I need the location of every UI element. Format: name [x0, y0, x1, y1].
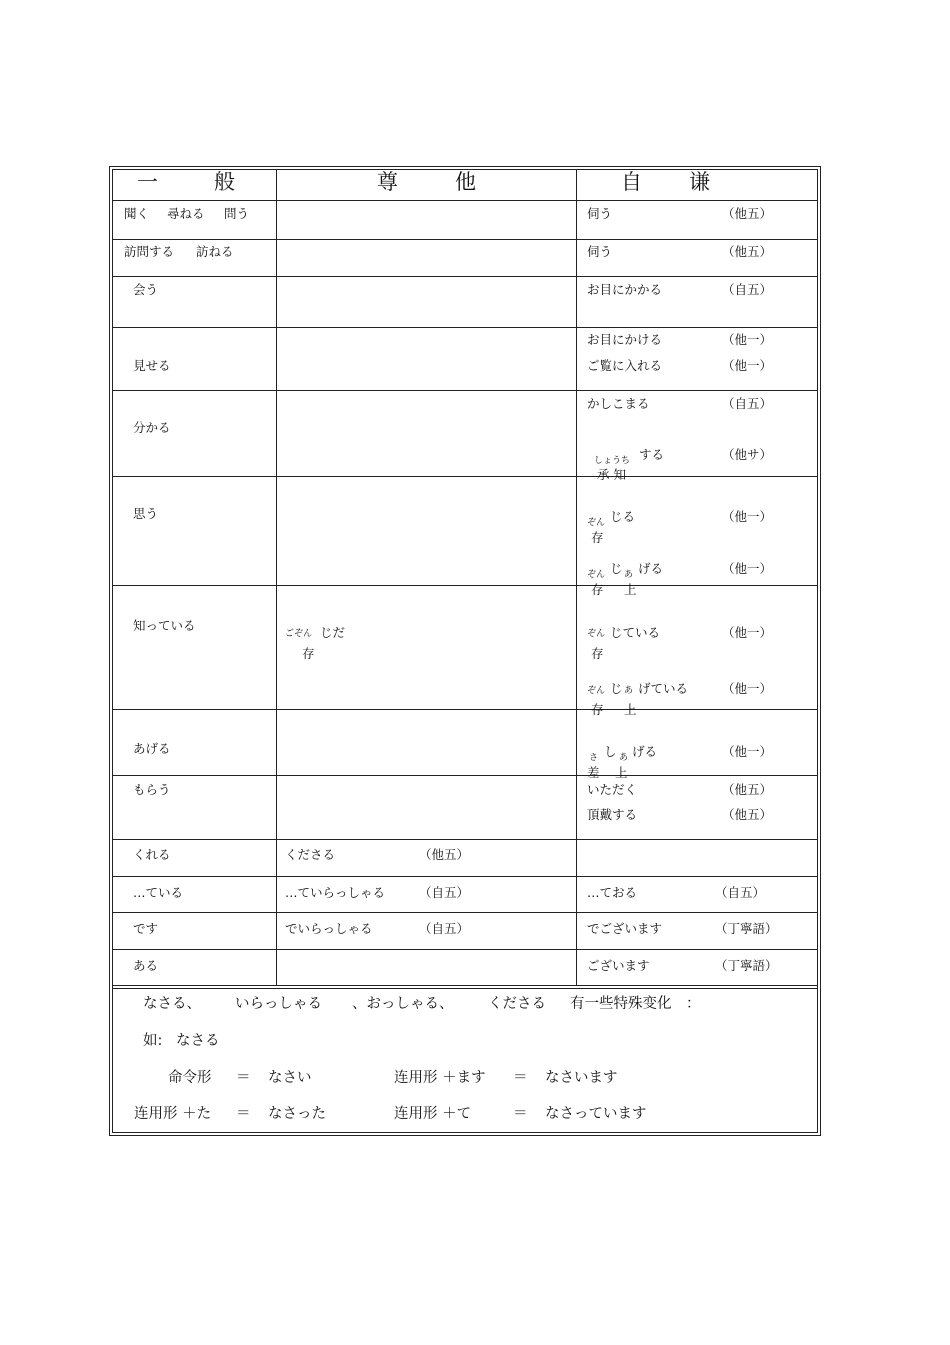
note-text: なさいます [545, 1070, 618, 1086]
verb-type: （他一） [722, 358, 773, 373]
furigana: ごぞん [285, 629, 313, 639]
header-humble-char1: 自 [621, 170, 642, 194]
humble-word: げる [632, 744, 658, 759]
humble-word: お目にかける [587, 332, 663, 347]
note-text: ＝ [236, 1070, 251, 1086]
verb-type: （他一） [722, 332, 773, 347]
general-word: 分かる [133, 420, 171, 435]
note-text: 连用形 ＋ます [394, 1070, 486, 1086]
kanji-base: 上 [615, 765, 628, 780]
general-word: ある [133, 958, 159, 973]
verb-type: （自五） [715, 885, 766, 900]
header-humble-char2: 谦 [689, 170, 710, 194]
general-word: 見せる [133, 358, 171, 373]
humble-word: 頂戴する [587, 807, 638, 822]
row-rule [112, 390, 818, 391]
verb-type: （自五） [722, 396, 773, 411]
note-text: 命令形 [168, 1070, 212, 1086]
note-text: なさい [268, 1070, 312, 1086]
humble-word: じる [610, 509, 636, 524]
general-word: 訪ねる [196, 244, 234, 259]
humble-word: いただく [587, 782, 638, 797]
general-word: 尋ねる [167, 206, 205, 221]
column-rule [276, 169, 277, 985]
humble-word: かしこまる [587, 396, 650, 411]
humble-word: じている [610, 625, 661, 640]
furigana: あ [624, 570, 634, 580]
row-rule [112, 985, 818, 986]
header-honorific-char1: 尊 [377, 170, 398, 194]
note-text: なさる [176, 1033, 220, 1049]
row-rule [112, 709, 818, 710]
humble-word: する [639, 447, 665, 462]
kanji-base: 差 [587, 765, 600, 780]
note-text: なさっています [545, 1106, 647, 1122]
humble-word: じ [610, 681, 623, 696]
note-text: 连用形 ＋て [394, 1106, 472, 1122]
kanji-base: 存 [302, 646, 315, 661]
note-text: なさる、 [143, 996, 201, 1012]
kanji-base: 存 [591, 582, 604, 597]
row-rule [112, 949, 818, 950]
general-word: です [133, 921, 159, 936]
furigana: ぞん [587, 629, 606, 639]
column-rule [576, 169, 577, 985]
note-text: ＝ [236, 1106, 251, 1122]
furigana: ぞん [587, 518, 606, 528]
header-honorific-char2: 他 [455, 170, 476, 194]
general-word: 思う [133, 506, 159, 521]
row-rule [112, 876, 818, 877]
general-word: …ている [133, 885, 184, 900]
row-rule [112, 585, 818, 586]
humble-word: …ておる [587, 885, 638, 900]
kanji-base: 存 [591, 530, 604, 545]
note-text: 有一些特殊变化 ： [570, 996, 701, 1012]
furigana: あ [624, 686, 634, 696]
row-rule [112, 912, 818, 913]
general-word: 問う [224, 206, 250, 221]
verb-type: （他五） [722, 782, 773, 797]
kanji-base: 存 [591, 646, 604, 661]
verb-type: （他五） [419, 847, 470, 862]
furigana: しょうち [594, 456, 631, 466]
humble-word: でございます [587, 921, 663, 936]
general-word: あげる [133, 741, 171, 756]
furigana: あ [619, 753, 629, 763]
note-text: 如: [143, 1033, 163, 1049]
note-text: なさった [268, 1106, 326, 1122]
row-rule [112, 775, 818, 776]
verb-type: （他サ） [722, 447, 773, 462]
general-word: 知っている [133, 618, 196, 633]
honorific-word: でいらっしゃる [285, 921, 373, 936]
kanji-base: 上 [624, 702, 637, 717]
verb-type: （丁寧語） [715, 958, 778, 973]
humble-word: げる [638, 561, 664, 576]
honorific-word: くださる [285, 847, 336, 862]
humble-word: ご覧に入れる [587, 358, 663, 373]
honorific-word: じだ [320, 625, 346, 640]
verb-type: （自五） [722, 282, 773, 297]
humble-word: 伺う [587, 244, 613, 259]
kanji-base: 承 知 [597, 467, 626, 482]
notes-rule [112, 988, 818, 989]
row-rule [112, 839, 818, 840]
header-general-char1: 一 [137, 170, 158, 194]
verb-type: （自五） [419, 921, 470, 936]
general-word: くれる [133, 847, 171, 862]
furigana: さ [589, 753, 599, 763]
humble-word: ございます [587, 958, 650, 973]
verb-type: （他一） [722, 681, 773, 696]
verb-type: （他五） [722, 807, 773, 822]
general-word: もらう [133, 782, 171, 797]
note-text: くださる [488, 996, 546, 1012]
row-rule [112, 239, 818, 240]
row-rule [112, 327, 818, 328]
general-word: 訪問する [124, 244, 175, 259]
honorific-word: …ていらっしゃる [285, 885, 386, 900]
humble-word: お目にかかる [587, 282, 663, 297]
humble-word: し [604, 744, 617, 759]
general-word: 会う [133, 282, 159, 297]
row-rule [112, 476, 818, 477]
note-text: ＝ [513, 1106, 528, 1122]
kanji-base: 存 [591, 702, 604, 717]
humble-word: 伺う [587, 206, 613, 221]
humble-word: げている [638, 681, 689, 696]
verb-type: （他一） [722, 561, 773, 576]
verb-type: （丁寧語） [715, 921, 778, 936]
furigana: ぞん [587, 570, 606, 580]
furigana: ぞん [587, 686, 606, 696]
verb-type: （他一） [722, 625, 773, 640]
kanji-base: 上 [624, 582, 637, 597]
verb-type: （他五） [722, 244, 773, 259]
verb-type: （他一） [722, 744, 773, 759]
note-text: ＝ [513, 1070, 528, 1086]
header-general-char2: 般 [214, 170, 235, 194]
verb-type: （自五） [419, 885, 470, 900]
row-rule [112, 276, 818, 277]
humble-word: じ [610, 561, 623, 576]
header-rule [112, 200, 818, 201]
note-text: 、おっしゃる、 [352, 996, 454, 1012]
note-text: いらっしゃる [235, 996, 322, 1012]
verb-type: （他五） [722, 206, 773, 221]
verb-type: （他一） [722, 509, 773, 524]
note-text: 连用形 ＋た [134, 1106, 212, 1122]
general-word: 聞く [124, 206, 150, 221]
